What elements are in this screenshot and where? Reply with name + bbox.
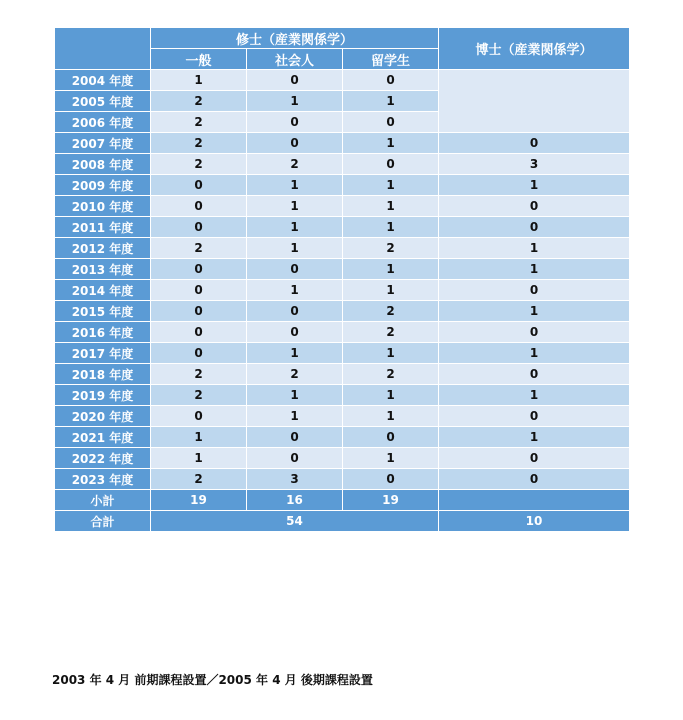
table-row [55,154,630,175]
general-cell: 2 [151,112,247,133]
table-row [55,238,630,259]
header-working-adult: 社会人 [247,49,343,70]
header-masters: 修士（産業関係学） [151,28,439,49]
general-cell: 0 [151,259,247,280]
year-cell: 2006 年度 [55,112,151,133]
working-adult-cell: 1 [247,217,343,238]
general-cell: 0 [151,322,247,343]
table-row [55,196,630,217]
general-cell: 0 [151,301,247,322]
table-row [55,301,630,322]
year-cell: 2011 年度 [55,217,151,238]
table-row [55,427,630,448]
general-cell: 0 [151,175,247,196]
doctoral-cell: 1 [439,427,630,448]
total-row [55,511,630,532]
year-cell: 2013 年度 [55,259,151,280]
year-cell: 2005 年度 [55,91,151,112]
working-adult-cell: 2 [247,154,343,175]
international-cell: 1 [343,385,439,406]
working-adult-cell: 0 [247,112,343,133]
year-cell: 2021 年度 [55,427,151,448]
general-cell: 2 [151,238,247,259]
general-cell: 0 [151,343,247,364]
corner-cell [55,28,151,70]
year-cell: 2007 年度 [55,133,151,154]
table-row [55,175,630,196]
footnote: 2003 年 4 月 前期課程設置／2005 年 4 月 後期課程設置 [52,673,373,687]
international-cell: 2 [343,301,439,322]
doctoral-not-established-cell [439,70,630,133]
year-cell: 2014 年度 [55,280,151,301]
international-cell: 2 [343,238,439,259]
header-doctoral: 博士（産業関係学） [439,28,630,70]
table-row [55,70,630,91]
international-cell: 1 [343,217,439,238]
year-cell: 2004 年度 [55,70,151,91]
general-cell: 2 [151,364,247,385]
working-adult-cell: 0 [247,70,343,91]
working-adult-cell: 0 [247,322,343,343]
general-cell: 0 [151,217,247,238]
international-cell: 1 [343,133,439,154]
working-adult-cell: 0 [247,427,343,448]
working-adult-cell: 0 [247,133,343,154]
header-international-student: 留学生 [343,49,439,70]
general-cell: 1 [151,427,247,448]
table-row [55,448,630,469]
international-cell: 1 [343,196,439,217]
year-cell: 2017 年度 [55,343,151,364]
international-cell: 0 [343,70,439,91]
international-cell: 1 [343,175,439,196]
year-cell: 2020 年度 [55,406,151,427]
year-cell: 2008 年度 [55,154,151,175]
subtotal-row [55,490,630,511]
working-adult-cell: 1 [247,91,343,112]
total-label: 合計 [55,511,151,532]
year-cell: 2022 年度 [55,448,151,469]
international-cell: 1 [343,448,439,469]
working-adult-cell: 3 [247,469,343,490]
enrollment-table [54,27,630,532]
table-row [55,217,630,238]
year-cell: 2012 年度 [55,238,151,259]
year-cell: 2018 年度 [55,364,151,385]
working-adult-cell: 1 [247,196,343,217]
general-cell: 1 [151,70,247,91]
international-cell: 1 [343,280,439,301]
table-row [55,280,630,301]
year-cell: 2010 年度 [55,196,151,217]
doctoral-cell: 3 [439,154,630,175]
doctoral-cell: 0 [439,406,630,427]
doctoral-cell: 1 [439,301,630,322]
doctoral-cell: 0 [439,280,630,301]
table-row [55,385,630,406]
international-cell: 2 [343,364,439,385]
working-adult-cell: 1 [247,175,343,196]
year-cell: 2016 年度 [55,322,151,343]
subtotal-general: 19 [151,490,247,511]
working-adult-cell: 1 [247,385,343,406]
doctoral-cell: 0 [439,448,630,469]
general-cell: 2 [151,469,247,490]
table-body [55,70,630,490]
year-cell: 2023 年度 [55,469,151,490]
table-row [55,406,630,427]
general-cell: 0 [151,196,247,217]
subtotal-intl: 19 [343,490,439,511]
international-cell: 2 [343,322,439,343]
subtotal-doctoral [439,490,630,511]
doctoral-cell: 0 [439,469,630,490]
general-cell: 0 [151,406,247,427]
international-cell: 1 [343,343,439,364]
table-row [55,133,630,154]
doctoral-cell: 1 [439,259,630,280]
doctoral-cell: 0 [439,217,630,238]
general-cell: 0 [151,280,247,301]
international-cell: 1 [343,406,439,427]
doctoral-cell: 1 [439,238,630,259]
working-adult-cell: 0 [247,301,343,322]
doctoral-cell: 1 [439,343,630,364]
working-adult-cell: 1 [247,406,343,427]
general-cell: 2 [151,91,247,112]
general-cell: 1 [151,448,247,469]
doctoral-cell: 0 [439,196,630,217]
doctoral-cell: 0 [439,133,630,154]
doctoral-cell: 1 [439,385,630,406]
total-masters: 54 [151,511,439,532]
international-cell: 1 [343,91,439,112]
table-row [55,259,630,280]
general-cell: 2 [151,385,247,406]
header-general: 一般 [151,49,247,70]
table-row [55,469,630,490]
table-row [55,343,630,364]
working-adult-cell: 2 [247,364,343,385]
international-cell: 0 [343,112,439,133]
table-row [55,322,630,343]
total-doctoral: 10 [439,511,630,532]
subtotal-label: 小計 [55,490,151,511]
general-cell: 2 [151,133,247,154]
working-adult-cell: 0 [247,448,343,469]
subtotal-working: 16 [247,490,343,511]
doctoral-cell: 0 [439,322,630,343]
working-adult-cell: 0 [247,259,343,280]
table-row [55,364,630,385]
doctoral-cell: 0 [439,364,630,385]
international-cell: 0 [343,469,439,490]
international-cell: 0 [343,427,439,448]
international-cell: 1 [343,259,439,280]
year-cell: 2019 年度 [55,385,151,406]
general-cell: 2 [151,154,247,175]
working-adult-cell: 1 [247,343,343,364]
year-cell: 2015 年度 [55,301,151,322]
working-adult-cell: 1 [247,238,343,259]
working-adult-cell: 1 [247,280,343,301]
international-cell: 0 [343,154,439,175]
doctoral-cell: 1 [439,175,630,196]
year-cell: 2009 年度 [55,175,151,196]
